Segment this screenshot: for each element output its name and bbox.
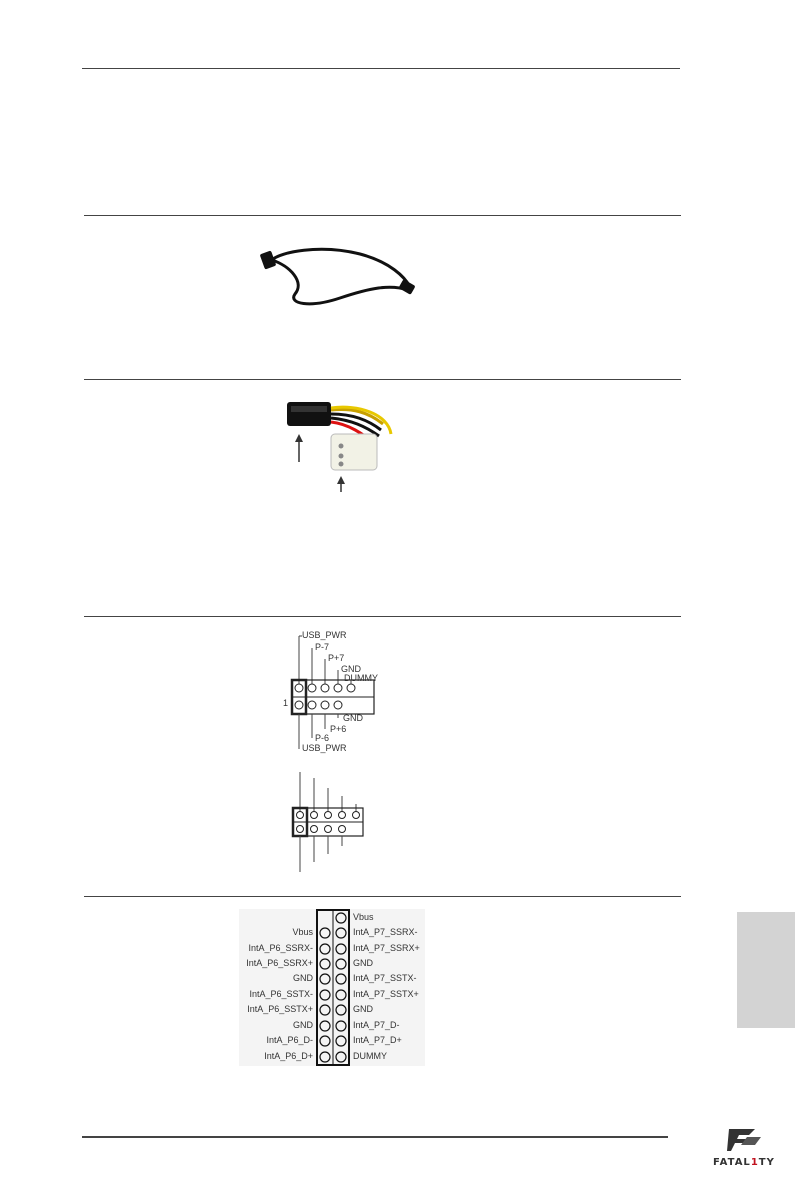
usb2-pin-label: DUMMY xyxy=(344,673,378,683)
brand-text-c: TY xyxy=(758,1157,775,1168)
usb2-pin-label: USB_PWR xyxy=(302,630,347,640)
usb3-pin-label: GND xyxy=(293,1020,313,1030)
usb3-pin-label: IntA_P6_D- xyxy=(266,1035,313,1045)
usb3-pin-label: IntA_P6_SSRX+ xyxy=(246,958,313,968)
section-divider-3 xyxy=(84,616,681,617)
sata-data-cable-image xyxy=(250,232,435,312)
usb3-pin-label: IntA_P7_SSTX- xyxy=(353,973,417,983)
usb3-pin-label: IntA_P6_SSTX+ xyxy=(247,1004,313,1014)
usb2-pin-label: USB_PWR xyxy=(302,743,347,753)
usb2-pin-label: GND xyxy=(343,713,363,723)
usb3-pin-label: IntA_P6_SSRX- xyxy=(248,943,313,953)
usb3-pin-label: IntA_P7_D- xyxy=(353,1020,400,1030)
brand-text-b: 1 xyxy=(750,1157,759,1168)
usb3-pin-label: Vbus xyxy=(292,927,313,937)
language-side-tab xyxy=(737,912,795,1028)
usb3-pin-label: IntA_P7_SSRX+ xyxy=(353,943,420,953)
section-divider-2 xyxy=(84,379,681,380)
usb2-pin-label: P-6 xyxy=(315,733,330,743)
section-divider-4 xyxy=(84,896,681,897)
brand-text-a: FATAL xyxy=(713,1157,751,1168)
usb3-pin-label: GND xyxy=(353,958,373,968)
brand-wordmark xyxy=(713,1157,775,1168)
usb2-pin-label: GND xyxy=(341,664,361,674)
usb3-pin-label: IntA_P6_SSTX- xyxy=(249,989,313,999)
usb3-pin-label: DUMMY xyxy=(353,1051,387,1061)
fatal1ty-logo-icon xyxy=(725,1125,765,1155)
usb3-pin-label: IntA_P7_D+ xyxy=(353,1035,402,1045)
usb3-pin-label: IntA_P7_SSRX- xyxy=(353,927,418,937)
usb2-pin-label: P-7 xyxy=(315,642,330,652)
usb3-pin-label: GND xyxy=(293,973,313,983)
usb2-pin-label: P+6 xyxy=(330,724,347,734)
usb3-pin-label: Vbus xyxy=(353,912,374,922)
sata-power-cable-image xyxy=(283,394,413,494)
pin1-marker: 1 xyxy=(283,698,289,708)
section-divider-1 xyxy=(84,215,681,216)
bottom-rule xyxy=(82,1136,668,1138)
top-rule xyxy=(82,68,680,69)
usb3-pin-label: IntA_P6_D+ xyxy=(264,1051,313,1061)
usb2-pin-label: P+7 xyxy=(328,653,345,663)
usb2-header-diagram-unlabeled xyxy=(288,768,368,874)
usb3-pin-label: GND xyxy=(353,1004,373,1014)
usb3-pin-label: IntA_P7_SSTX+ xyxy=(353,989,419,999)
